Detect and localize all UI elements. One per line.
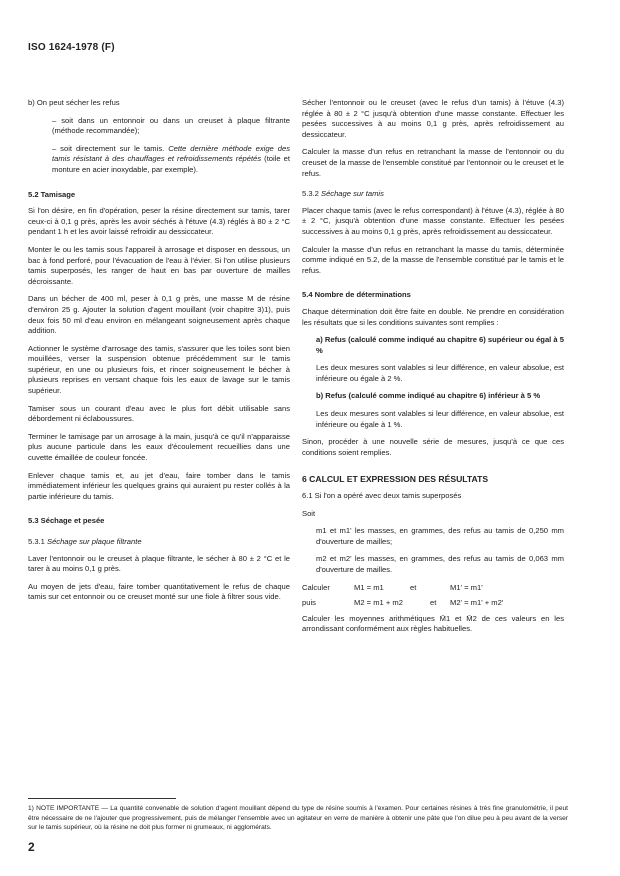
page-number: 2 <box>28 840 35 854</box>
equation-row <box>302 598 564 609</box>
equation: M1 = m1 <box>354 582 384 592</box>
paragraph: Calculer la masse d'un refus en retranchant la masse de l'entonnoir ou du creuset de la masse de l'ensemble constitué par l'entonnoir ou le creuset et le refus. <box>302 147 564 178</box>
paragraph: Dans un bécher de 400 ml, peser à 0,1 g près, une masse M de résine d'environ 25 g. Ajouter la solution d'agent mouillant (voir chapitre 3)1), puis deux fois 50 ml d'eau environ en mélangeant soigneusement après chaque addition. <box>28 294 290 336</box>
list-item: – soit dans un entonnoir ou dans un creuset à plaque filtrante (méthode recommandée); <box>52 115 290 136</box>
left-column <box>28 98 290 610</box>
equation-label: Calculer <box>302 582 330 592</box>
paragraph: Calculer la masse d'un refus en retranchant la masse du tamis, déterminée comme indiqué en 5.2, de la masse de l'ensemble constitué par le tamis et le refus. <box>302 244 564 275</box>
paragraph: Laver l'entonnoir ou le creuset à plaque filtrante, le sécher à 80 ± 2 °C et le tarer à au moins 0,1 g près. <box>28 553 290 574</box>
section-heading: 5.3 Séchage et pesée <box>28 516 105 526</box>
paragraph: Sécher l'entonnoir ou le creuset (avec le refus d'un tamis) à l'étuve (4.3) réglée à 80 ± 2 °C jusqu'à obtention d'une masse constante. Effectuer les pesées successives à au moins 0,1 g près, après refroidissement au dessiccateur. <box>302 98 564 139</box>
right-column <box>302 98 564 642</box>
equation-row <box>302 583 564 594</box>
paragraph: Au moyen de jets d'eau, faire tomber quantitativement le refus de chaque tamis sur cet entonnoir ou ce creuset monté sur une fiole à filtrer sous vide. <box>28 581 290 602</box>
equation-label: puis <box>302 598 316 608</box>
subsection-heading: 5.3.2 Séchage sur tamis <box>302 189 384 199</box>
paragraph: Les deux mesures sont valables si leur différence, en valeur absolue, est inférieure ou égale à 1 %. <box>316 409 564 429</box>
equation: M1' = m1' <box>450 582 483 592</box>
document-header: ISO 1624-1978 (F) <box>28 42 115 53</box>
section-heading: 5.2 Tamisage <box>28 189 76 199</box>
paragraph: Terminer le tamisage par un arrosage à la main, jusqu'à ce qu'il n'apparaisse plus aucune particule dans les eaux d'écoulement recueillies dans une cuvette émaillée de couleur foncée. <box>28 431 290 463</box>
paragraph: b) On peut sécher les refus <box>28 98 120 107</box>
paragraph: Les deux mesures sont valables si leur différence, en valeur absolue, est inférieure ou égale à 2 %. <box>316 363 564 383</box>
equation: M2' = m1' + m2' <box>450 598 504 608</box>
paragraph: Soit <box>302 508 316 518</box>
paragraph: Enlever chaque tamis et, au jet d'eau, faire tomber dans le tamis immédiatement inférieur les quelques grains qui auraient pu rester collés à la partie inférieure du tamis. <box>28 470 290 501</box>
paragraph: Chaque détermination doit être faite en double. Ne prendre en considération les résultats que si les conditions suivantes sont remplies : <box>302 306 564 327</box>
footnote: 1) NOTE IMPORTANTE — La quantité convenable de solution d'agent mouillant dépend du type de résine soumis à l'examen. Pour certaines résines à très fine granulométrie, il peut être nécessaire de ne l'ajouter que progressivement, puis de mélanger l'ensemble avec un agitateur en verre de manière à obtenir une pâte que l'on dilue peu à peu avant de la verser sur le tamis supérieur, où la résine ne doit plus former ni grumeaux, ni agglomérats. <box>28 805 568 832</box>
equation: M2 = m1 + m2 <box>354 598 403 608</box>
paragraph: Placer chaque tamis (avec le refus correspondant) à l'étuve (4.3), réglée à 80 ± 2 °C, jusqu'à obtention d'une masse constante. Effectuer les pesées successives à au moins 0,1 g près, après refroidissement au dessiccateur. <box>302 205 564 236</box>
subsection-heading: 5.3.1 Séchage sur plaque filtrante <box>28 537 142 546</box>
condition-heading: b) Refus (calculé comme indiqué au chapitre 6) inférieur à 5 % <box>316 391 541 401</box>
paragraph: 6.1 Si l'on a opéré avec deux tamis superposés <box>302 491 462 501</box>
equation-connector: et <box>410 582 417 592</box>
list-item: – soit directement sur le tamis. Cette dernière méthode exige des tamis résistant à des chauffages et refroidissements répétés (toile et monture en acier inoxydable, par exemple). <box>52 143 290 174</box>
paragraph: Calculer les moyennes arithmétiques M̄1 et M̄2 de ces valeurs en les arrondissant conformément aux règles habituelles. <box>302 613 564 634</box>
paragraph: Tamiser sous un courant d'eau avec le plus fort débit utilisable sans débordement ni éclaboussures. <box>28 403 290 424</box>
paragraph: Sinon, procéder à une nouvelle série de mesures, jusqu'à ce que ces conditions soient remplies. <box>302 437 564 457</box>
section-heading: 5.4 Nombre de déterminations <box>302 290 411 300</box>
paragraph: Monter le ou les tamis sous l'appareil à arrosage et disposer en dessous, un bac à fond perforé, pour l'évacuation de l'eau à l'évier. Si l'on utilise plusieurs tamis superposés, les ranger de haut en bas par ouverture de mailles décroissante. <box>28 244 290 286</box>
paragraph: Si l'on désire, en fin d'opération, peser la résine directement sur tamis, tarer ceux-ci à 0,1 g près, après les avoir séchés à l'étuve (4.3) réglés à 80 ± 2 °C pendant 1 h et les avoir laissé refroidir au dessiccateur. <box>28 206 290 237</box>
chapter-heading: 6 CALCUL ET EXPRESSION DES RÉSULTATS <box>302 474 489 485</box>
equation-connector: et <box>430 598 437 608</box>
footnote-divider <box>28 798 176 799</box>
paragraph: Actionner le système d'arrosage des tamis, s'assurer que les toiles sont bien mouillées, verser la suspension obtenue précédemment sur le tamis supérieur, en une ou plusieurs fois, et rincer soigneusement le bécher à plusieurs reprises en versant chaque fois les eaux de lavage sur le tamis supérieur. <box>28 343 290 396</box>
definition: m1 et m1' les masses, en grammes, des refus au tamis de 0,250 mm d'ouverture de mailles; <box>316 526 564 546</box>
definition: m2 et m2' les masses, en grammes, des refus au tamis de 0,063 mm d'ouverture de mailles. <box>316 554 564 574</box>
condition-heading: a) Refus (calculé comme indiqué au chapitre 6) supérieur ou égal à 5 % <box>316 335 564 355</box>
